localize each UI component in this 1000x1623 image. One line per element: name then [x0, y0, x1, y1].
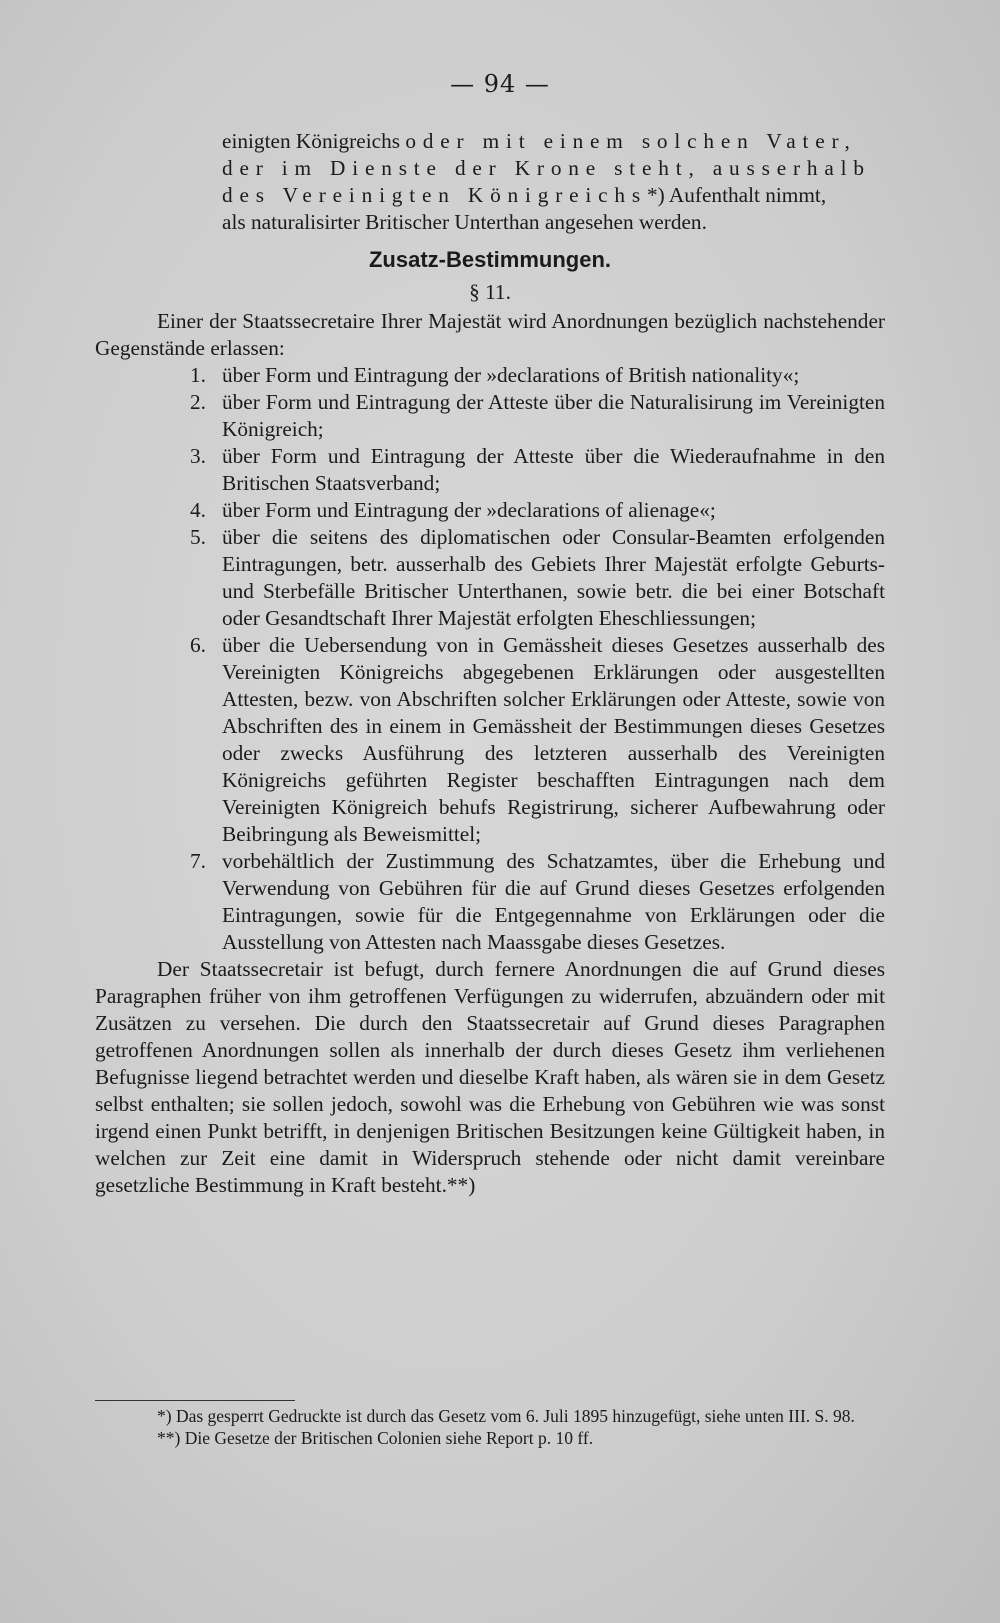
item-text: vorbehältlich der Zustimmung des Schatzamtes, über die Erhebung und Verwendung von Gebühren für die auf Grund dieses Gesetzes erfolgenden Eintragungen, sowie für die Entgegennahme von Erklärungen oder die Ausstellung von Attesten nach Maassgabe dieses Gesetzes. [222, 849, 885, 954]
spaced-text: oder mit einem solchen Vater, [405, 129, 857, 153]
list-item [95, 389, 885, 443]
item-number: 4. [190, 498, 206, 522]
item-number: 6. [190, 633, 206, 657]
intro-continuation [95, 128, 885, 236]
item-number: 3. [190, 444, 206, 468]
page-number: — 94 — [450, 70, 550, 98]
closing-paragraph: Der Staatssecretair ist befugt, durch fernere Anordnungen die auf Grund dieses Paragraphen früher von ihm getroffenen Verfügungen zu widerrufen, abzuändern oder mit Zusätzen zu versehen. Die durch den Staatssecretair auf Grund dieses Paragraphen getroffenen Anordnungen sollen als innerhalb der durch dieses Gesetz ihm verliehenen Befugnisse liegend betrachtet werden und dieselbe Kraft haben, als wären sie in dem Gesetz selbst enthalten; sie sollen jedoch, sowohl was die Erhebung von Gebühren wie was sonst irgend einen Punkt betrifft, in denjenigen Britischen Besitzungen keine Gültigkeit haben, in welchen zur Zeit eine damit in Widerspruch stehende oder nicht damit vereinbare gesetzliche Bestimmung in Kraft besteht.**) [95, 957, 885, 1197]
list-item [95, 848, 885, 956]
list-item [95, 632, 885, 848]
list-item [95, 497, 885, 524]
footnote-divider [95, 1400, 295, 1401]
item-list [95, 362, 885, 956]
item-number: 5. [190, 525, 206, 549]
intro-line: als naturalisirter Britischer Unterthan angesehen werden. [222, 210, 707, 234]
section-heading: Zusatz-Bestimmungen. [368, 247, 612, 272]
item-number: 7. [190, 849, 206, 873]
body-text [95, 128, 885, 1199]
intro-text: *) Aufenthalt nimmt, [646, 183, 827, 207]
footnote: **) Die Gesetze der Britischen Colonien siehe Report p. 10 ff. [157, 1428, 594, 1448]
item-text: über Form und Eintragung der »declarations of British nationality«; [222, 363, 800, 387]
footnote: *) Das gesperrt Gedruckte ist durch das Gesetz vom 6. Juli 1895 hinzugefügt, siehe unten III. S. 98. [157, 1406, 855, 1426]
item-number: 1. [190, 363, 206, 387]
intro-line [222, 182, 885, 209]
list-item [95, 524, 885, 632]
item-text: über Form und Eintragung der Atteste über die Naturalisirung im Vereinigten Königreich; [222, 390, 885, 441]
item-number: 2. [190, 390, 206, 414]
list-item [95, 362, 885, 389]
item-text: über Form und Eintragung der Atteste über die Wiederaufnahme in den Britischen Staatsverband; [222, 444, 885, 495]
list-item [95, 443, 885, 497]
spaced-text: der im Dienste der Krone steht, ausserhalb [222, 156, 871, 180]
footnotes [95, 1405, 885, 1449]
item-text: über die Uebersendung von in Gemässheit dieses Gesetzes ausserhalb des Vereinigten Königreichs abgegebenen Erklärungen oder ausgestellten Attesten, bezw. von Abschriften solcher Erklärungen oder Atteste, sowie von Abschriften des in einem in Gemässheit der Bestimmungen dieses Gesetzes oder zwecks Ausführung des letzteren ausserhalb des Vereinigten Königreichs geführten Register beschafften Eintragungen nach dem Vereinigten Königreich behufs Registrirung, sicherer Aufbewahrung oder Beibringung als Beweismittel; [222, 633, 885, 846]
spaced-text: des Vereinigten Königreichs [222, 183, 647, 207]
lead-paragraph: Einer der Staatssecretaire Ihrer Majestät wird Anordnungen bezüglich nachstehender Gegenstände erlassen: [95, 309, 885, 360]
item-text: über Form und Eintragung der »declarations of alienage«; [222, 498, 716, 522]
intro-line [222, 128, 885, 155]
item-text: über die seitens des diplomatischen oder Consular-Beamten erfolgenden Eintragungen, betr. ausserhalb des Gebiets Ihrer Majestät erfolgte Geburts- und Sterbefälle Britischer Unterthanen, sowie betr. die bei einer Botschaft oder Gesandtschaft Ihrer Majestät erfolgten Eheschliessungen; [222, 525, 885, 630]
intro-text: einigten Königreichs [222, 129, 406, 153]
section-number: § 11. [469, 280, 511, 304]
